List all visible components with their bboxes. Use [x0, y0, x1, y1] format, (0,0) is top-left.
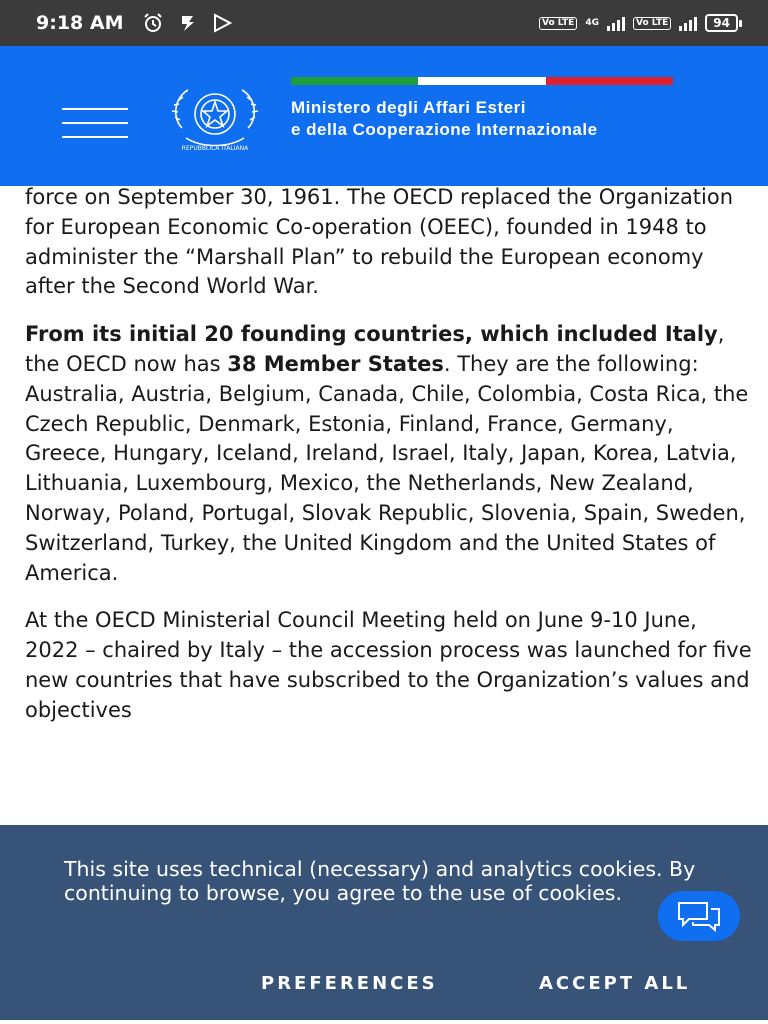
play-store-icon — [212, 13, 232, 33]
volte-badge-2: Vo LTE — [633, 17, 671, 30]
signal-strength-1-icon — [607, 15, 625, 31]
status-bar — [0, 0, 768, 46]
article-paragraph-2-text-1: , the OECD now has — [25, 322, 725, 376]
signal-strength-2-icon — [679, 15, 697, 31]
status-system-icons — [539, 10, 742, 36]
app-notification-icon — [178, 13, 198, 33]
italian-flag-stripe — [291, 77, 673, 85]
flag-white-stripe — [418, 77, 545, 85]
chat-bubbles-icon — [675, 900, 723, 932]
italian-republic-emblem[interactable] — [166, 80, 264, 154]
article-paragraph-1: force on September 30, 1961. The OECD replaced the Organization for European Economic Co-operation (OEEC), founded in 1948 to administer the “Marshall Plan” to rebuild the European economy after the Second World War. — [25, 185, 734, 299]
alarm-icon — [142, 12, 164, 34]
preferences-button[interactable]: PREFERENCES — [261, 973, 438, 994]
cookie-notice-text: This site uses technical (necessary) and analytics cookies. By continuing to browse, you agree to the use of cookies. — [64, 857, 696, 905]
battery-level: 94 — [705, 14, 738, 32]
chat-button[interactable] — [658, 891, 740, 941]
battery-icon — [705, 14, 742, 32]
ministry-name-line2: e della Cooperazione Internazionale — [291, 120, 598, 139]
cookie-banner — [0, 825, 768, 1020]
article-paragraph-3: At the OECD Ministerial Council Meeting held on June 9-10 June, 2022 – chaired by Italy – the accession process was launched for five new countries that have subscribed to the Organization’s values and objectives — [25, 608, 752, 722]
hamburger-menu-icon[interactable] — [62, 108, 128, 138]
accept-all-button[interactable]: ACCEPT ALL — [539, 973, 691, 994]
ministry-name-line1: Ministero degli Affari Esteri — [291, 98, 526, 117]
volte-badge-1: Vo LTE — [539, 17, 577, 30]
flag-red-stripe — [546, 77, 673, 85]
member-states-list: . They are the following: Australia, Austria, Belgium, Canada, Chile, Colombia, Costa Rica, the Czech Republic, Denmark, Estonia, Finland, France, Germany, Greece, Hungary, Iceland, Ireland, Israel, Italy, Japan, Korea, Latvia, Lithuania, Luxembourg, Mexico, the Netherlands, New Zealand, Norway, Poland, Portugal, Slovak Republic, Slovenia, Spain, Sweden, Switzerland, Turkey, the United Kingdom and the United States of America. — [25, 351, 749, 585]
status-time: 9:18 AM — [36, 12, 124, 34]
network-type-label: 4G — [585, 17, 599, 28]
status-notification-icons — [142, 10, 232, 36]
article-paragraph-2 — [25, 320, 755, 588]
flag-green-stripe — [291, 77, 418, 85]
ministry-name-link[interactable] — [291, 97, 598, 141]
founding-countries-highlight: From its initial 20 founding countries, which included Italy — [25, 322, 718, 347]
site-header — [0, 46, 768, 186]
member-states-highlight: 38 Member States — [227, 351, 444, 376]
svg-text:REPUBBLICA ITALIANA: REPUBBLICA ITALIANA — [181, 145, 249, 152]
article-body — [25, 183, 755, 744]
